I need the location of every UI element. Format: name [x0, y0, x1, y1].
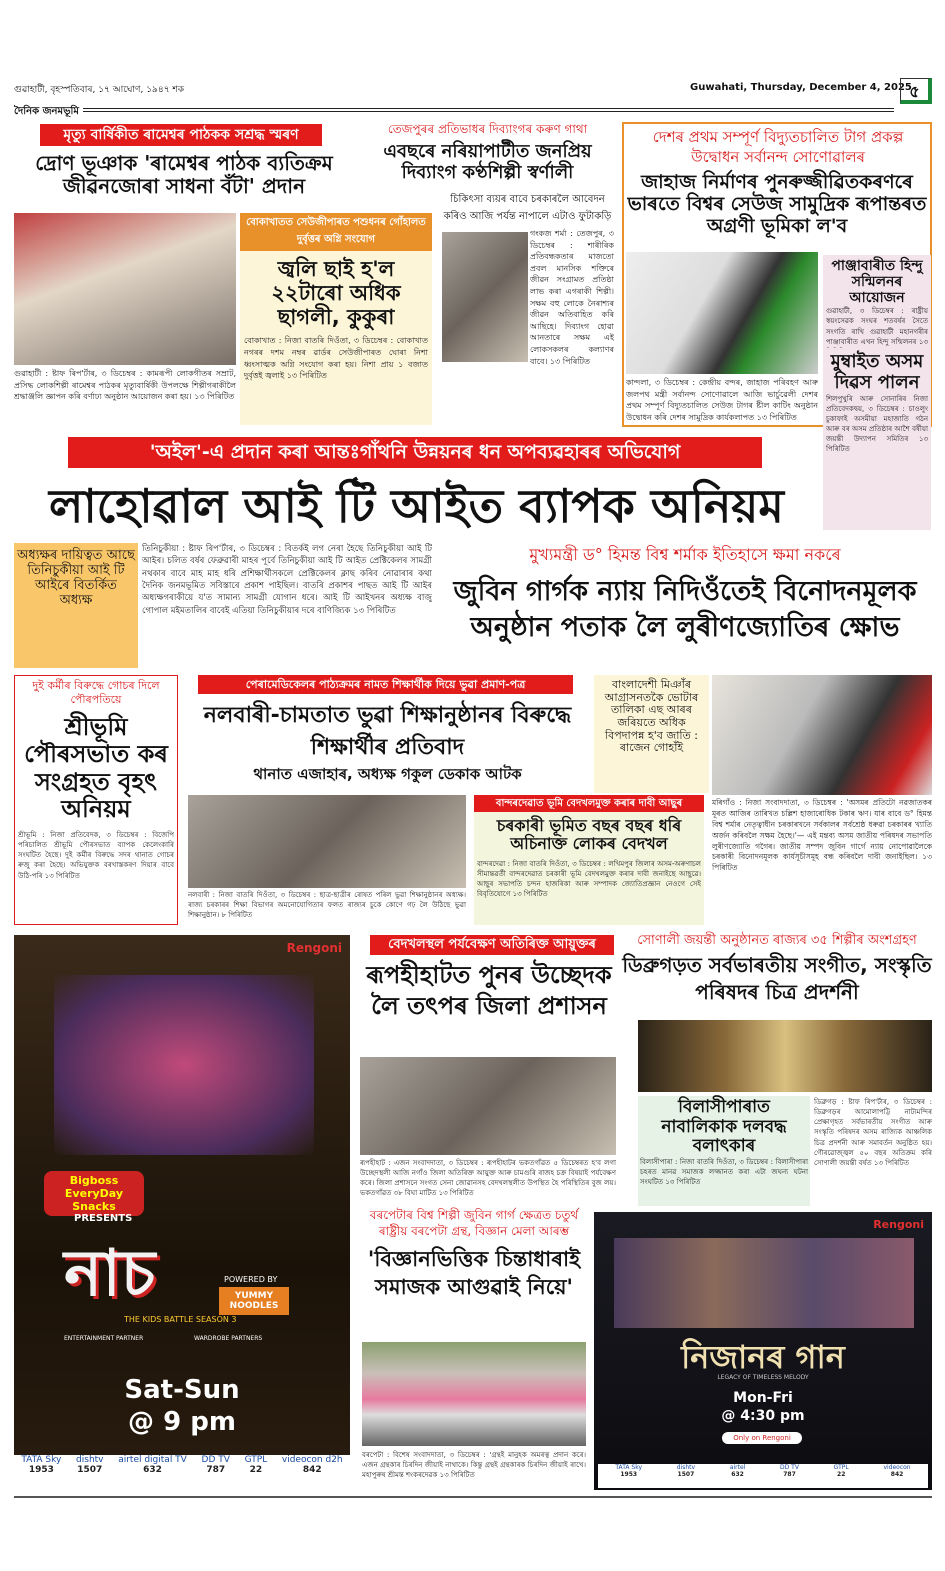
- s2-headline: এবছৰে নৰিয়াপাটীত জনপ্ৰিয় দিব্যাংগ কণ্ঠশিল্পী স্বৰ্ণালী: [383, 141, 592, 183]
- s11-photo: [360, 1057, 616, 1155]
- s10-continued: ১৩ পিৰিটিত: [512, 890, 548, 899]
- ad1-brand: Rengoni: [286, 941, 342, 955]
- s1-photo: [14, 213, 236, 365]
- ad1-schedule: Sat-Sun: [124, 1375, 240, 1405]
- masthead-rule: [14, 108, 894, 112]
- s5-continued: ১৩: [918, 337, 928, 346]
- ad2-title: নিজানৰ গান: [681, 1338, 845, 1376]
- s13-continued: ১৩ পিৰিটিত: [665, 1177, 701, 1186]
- channel-item: [245, 1455, 268, 1490]
- s4-headline: জাহাজ নিৰ্মাণৰ পুনৰুজ্জীৱিতকৰণৰে ভাৰতে বিশ্বৰ সেউজ সামুদ্ৰিক ৰূপান্তৰত অগ্ৰণী ভূমিকা ল'ব: [627, 171, 927, 237]
- s13-headline: বিলাসীপাৰাত নাবালিকাক দলবদ্ধ বলাৎকাৰ: [661, 1097, 787, 1157]
- channel-number: 632: [731, 1471, 744, 1478]
- channel-name: TATA Sky: [615, 1464, 643, 1471]
- s14-continued: ১৩ পিৰিটিত: [439, 1471, 475, 1480]
- ad1-powered-brand: YUMMY NOODLES: [219, 1287, 289, 1315]
- channel-item: [883, 1464, 910, 1488]
- s2-body: গংকজ শৰ্মা : তেজপুৰ, ৩ ডিচেম্বৰ : শাৰীৰিক প্ৰতিবন্ধকতাৰ মাজতো প্ৰবল মানসিক শক্তিৰে জীৱন সংগ্ৰামত প্ৰতিষ্ঠা লাভ কৰা এগৰাকী শিল্পী। সক্ষম বহু লোকে নৈৰাশ্যৰ জীৱন অতিবাহিত কৰি আছিহে। দিব্যাংগ হোৱা আনতাৰে সক্ষম এই লোকসকলৰ কল্যাণৰ বাবে। ১৩ পিৰিটিত: [530, 229, 614, 366]
- channel-item: [118, 1455, 187, 1490]
- s6-continued: ১৩ পিৰিটিত: [712, 852, 932, 873]
- s10-box: [474, 795, 704, 925]
- s4-continued: ১৩ পিৰিটিত: [756, 412, 797, 422]
- s1-label: মৃত্যু বাৰ্ষিকীত ৰামেশ্বৰ পাঠকক সশ্ৰদ্ধ স্মৰণ: [40, 124, 322, 146]
- channel-number: 842: [890, 1471, 904, 1478]
- s1-body: গুৱাহাটী : ষ্টাফ ৰিপ'ৰ্টাৰ, ৩ ডিচেম্বৰ : কামৰূপী লোকগীতৰ সম্ৰাট, প্ৰসিদ্ধ লোকশিল্পী ৰামেশ্বৰ পাঠকৰ মৃত্যুবাৰ্ষিকী উপলক্ষে শিল্পীগৰাকীলৈ শ্ৰদ্ধাঞ্জলি জ্ঞাপন কৰি বৰ্ণাঢ্য অনুষ্ঠান আয়োজন কৰা হয়। ১৩ পিৰিটিত: [14, 369, 236, 402]
- s8-body: নলবাৰী : নিজা বাতৰি দিওঁতা, ৩ ডিচেম্বৰ : ছাত্ৰ-ছাত্ৰীৰ ৰোষত পৰিল ভুৱা শিক্ষানুষ্ঠানৰ অধ্যক্ষ। ৰাজ্য চৰকাৰৰ শিক্ষা বিভাগৰ অমনোযোগিতাৰ ফলত ৰাজ্যৰ চুকে কোণে গঢ় লৈ উঠিছে ভুৱা শিক্ষানুষ্ঠান। ৮ পিৰিটিত: [188, 891, 466, 920]
- ad1-channels: [14, 1455, 350, 1490]
- s14-headline: 'বিজ্ঞানভিত্তিক চিন্তাধাৰাই সমাজক আগুৱাই নিয়ে': [367, 1247, 581, 1300]
- channel-number: 632: [143, 1465, 162, 1475]
- channel-number: 22: [249, 1465, 263, 1475]
- s6-headline: জুবিন গাৰ্গক ন্যায় নিদিওঁতেই বিনোদনমূলক অনুষ্ঠান পতাক লৈ লুৰীণজ্যোতিৰ ক্ষোভ: [453, 576, 917, 644]
- channel-number: 1507: [677, 1471, 695, 1478]
- channel-item: [677, 1464, 695, 1488]
- s11-label: বেদখলস্থল পৰ্যবেক্ষণ অতিৰিক্ত আয়ুক্তৰ: [370, 935, 614, 955]
- channel-number: 1953: [28, 1465, 54, 1475]
- lead-label: 'অইল'-এ প্ৰদান কৰা আন্তঃগাঁথনি উন্নয়নৰ ধন অপব্যৱহাৰৰ অভিযোগ: [68, 437, 762, 468]
- s7-box: [14, 675, 178, 925]
- ad1-partner1: ENTERTAINMENT PARTNER: [64, 1335, 144, 1342]
- channel-number: 787: [783, 1471, 796, 1478]
- ad1-title: নাচ: [64, 1237, 156, 1311]
- footer-rule: [14, 1496, 932, 1498]
- s7-label: দুই কৰ্মীৰ বিৰুদ্ধে গোচৰ দিলে পৌৰপতিয়ে: [32, 679, 160, 707]
- ad1-tagline: THE KIDS BATTLE SEASON 3: [124, 1315, 237, 1324]
- s6-label: মুখ্যমন্ত্ৰী ড° হিমন্ত বিশ্ব শৰ্মাক ইতিহাসে ক্ষমা নকৰে: [529, 545, 841, 564]
- channel-item: [834, 1464, 849, 1488]
- ad2-artwork: [614, 1238, 914, 1328]
- channel-item: [780, 1464, 799, 1488]
- s3-body: বোকাখাত : নিজা বাতৰি দিওঁতা, ৩ ডিচেম্বৰ : বোকাখাত নগৰৰ দশম নম্বৰ ৱাৰ্ডৰ সেউজীপাৰত ঘোৰা নিশা ধ্বংসাত্মক অগ্নি সংযোগ কৰা হয়। নিশা প্ৰায় ১ বজাত দুৰ্বৃত্তই জ্বলাই ১৩ পিৰিটিত: [244, 336, 428, 381]
- s11-continued: ১৩ পিৰিটিত: [438, 1189, 474, 1198]
- ad2-schedule: Mon-Fri: [733, 1390, 793, 1406]
- s10-body: বান্দৰদেৱা : নিজা বাতৰি দিওঁতা, ৩ ডিচেম্বৰ : লখিমপুৰ জিলাৰ অসম-অৰুণাচল সীমান্তৱৰ্তী বান্দৰদেৱাত চৰকাৰী ভূমি বেদখলমুক্ত কৰাৰ দাবী জনাইছে আছুৱে। আছুৰ সভাপতি চন্দন হাজৰিকা আৰু সম্পাদক জ্যোতিপ্ৰজ্ঞান নেওগে সেই বিবৃতিযোগে ১৩ পিৰিটিত: [477, 859, 701, 899]
- channel-item: [21, 1455, 61, 1490]
- ad-naach[interactable]: [14, 935, 350, 1490]
- s13-body: বিলাসীপাৰা : নিজা বাতৰি দিওঁতা, ৩ ডিচেম্বৰ : বিলাসীপাৰা চহৰত মানৱ সমাজক লজ্জানত কৰা এটা জঘন্য ঘটনা সংঘটিত ১৩ পিৰিটিত: [640, 1157, 808, 1186]
- ad1-time: @ 9 pm: [128, 1407, 236, 1437]
- channel-item: [730, 1464, 746, 1488]
- s11-body: ৰূপহীহাট : এজন সংবাদদাতা, ৩ ডিচেম্বৰ : ৰূপহীহাটৰ ভকতগাঁৱত ৫ ডিচেম্বৰত হ'ব লগা উচ্ছেদস্থলী আজি নগাঁও জিলা অতিৰিক্ত আয়ুক্ত আৰু চামগুৰি ৰাজহ চক্ৰ বিষয়াই পৰ্যবেক্ষণ কৰে। জিলা প্ৰশাসনে সংগত সেনা জোৱানসহ বেদখলস্থলীত উপস্থিত হৈ পৰিস্থিতিৰ বুজ লয়। ভকতগাঁৱত ৩৮ বিঘা মাটিত ১৩ পিৰিটিত: [360, 1159, 616, 1198]
- s12-continued: ১৩ পিৰিটিত: [873, 1158, 909, 1167]
- ad1-partner2: WARDROBE PARTNERS: [194, 1335, 263, 1342]
- s12-body: ডিব্ৰুগড় : ষ্টাফ ৰিপ'ৰ্টাৰ, ৩ ডিচেম্বৰ : ডিব্ৰুগড়ৰ আমোলাপট্টি নাট্যমন্দিৰ প্ৰেক্ষাগৃহত সৰ্বভাৰতীয় সংগীত আৰু সংস্কৃতি পৰিষদৰ অসম ৰাজ্যিক আঞ্চলিক চিত্ৰ প্ৰদৰ্শনী আৰু সমাবৰ্তন অনুষ্ঠিত হয়। গৌৰৱোজ্জ্বল ৫০ বছৰ অতিক্ৰম কৰি সোণালী জয়ন্তী বৰ্ষত ১৩ পিৰিটিত: [814, 1098, 932, 1167]
- ad-nijanor-gaan[interactable]: [594, 1212, 932, 1490]
- s4-body: কান্দলা, ৩ ডিচেম্বৰ : কেন্দ্ৰীয় বন্দৰ, জাহাজ পৰিবহণ আৰু জলপথ মন্ত্ৰী সৰ্বানন্দ সোণোৱালে আজি ভাৰ্চুৱেলী দেশৰ প্ৰথম সম্পূৰ্ণ বিদ্যুতচালিত সেউজ টাগৰ ষ্টীল কাটিং অনুষ্ঠান উদ্বোধন কৰি দেশৰ সামুদ্ৰিক কাৰ্যকলাপত ১৩ পিৰিটিত: [626, 378, 818, 422]
- channel-name: videocon: [883, 1464, 911, 1471]
- s8-headline: নলবাৰী-চামতাত ভুৱা শিক্ষানুষ্ঠানৰ বিৰুদ্ধে শিক্ষাৰ্থীৰ প্ৰতিবাদ: [203, 703, 572, 760]
- ad2-only-on: Only on Rengoni: [722, 1432, 802, 1444]
- channel-name: DD TV: [780, 1464, 799, 1471]
- channel-name: airtel digital TV: [118, 1455, 187, 1465]
- s4-label: দেশৰ প্ৰথম সম্পূৰ্ণ বিদ্যুতচালিত টাগ প্ৰকল্প উদ্বোধন সৰ্বানন্দ সোণোৱালৰ: [652, 128, 904, 166]
- s1-continued: ১৩ পিৰিটিত: [194, 392, 235, 402]
- s10-headline: চৰকাৰী ভূমিত বছৰ বছৰ ধৰি অচিনাক্ত লোকৰ বেদখল: [496, 816, 682, 854]
- s13-box: [638, 1096, 810, 1206]
- ad1-artwork: [54, 975, 314, 1155]
- s14-label: বৰপেটাৰ বিশ্ব শিল্পী জুবিন গাৰ্গ ক্ষেত্ৰত চতুৰ্থ ৰাষ্ট্ৰীয় বৰপেটা গ্ৰন্থ, বিজ্ঞান মেলা আৰম্ভ: [369, 1208, 579, 1238]
- channel-item: [282, 1455, 343, 1490]
- channel-number: 22: [837, 1471, 846, 1478]
- s14-body: বৰপেটা : বিশেষ সংবাদদাতা, ৩ ডিচেম্বৰ : 'গ্ৰন্থই মানুহক অমৰত্ব প্ৰদান কৰে। এজন গ্ৰন্থকাৰ চিৰদিন জীয়াই নাথাকে। কিন্তু গ্ৰন্থই গ্ৰন্থকাৰক চিৰদিন জীয়াই ৰাখে। মহাপুৰুষ শ্ৰীমন্ত শংকৰদেৱক ১৩ পিৰিটিত: [362, 1451, 586, 1480]
- s8-sub: থানাত এজাহাৰ, অধ্যক্ষ গকুল ডেকাক আটক: [253, 765, 522, 783]
- ad1-sponsor: Bigboss EveryDay Snacks: [44, 1171, 144, 1216]
- s12-photo: [638, 1020, 932, 1092]
- s5-continued2: ১৩ পিৰিটিত: [826, 435, 928, 454]
- channel-item: [202, 1455, 230, 1490]
- s14-photo: [362, 1342, 586, 1446]
- s1-headline: দ্ৰোণ ভূঞাক 'ৰামেশ্বৰ পাঠক ব্যতিক্ৰম জীৱনজোৰা সাধনা বঁটা' প্ৰদান: [35, 151, 333, 198]
- channel-item: [615, 1464, 642, 1488]
- s5-headline2: মুম্বাইত অসম দিৱস পালন: [830, 351, 924, 393]
- lead-box: অধ্যক্ষৰ দায়িত্বত আছে তিনিচুকীয়া আই টি আইৰে বিতৰ্কিত অধ্যক্ষ: [14, 543, 138, 668]
- s8-continued: ৮ পিৰিটিত: [221, 911, 253, 920]
- masthead: দৈনিক জনমভূমি: [14, 104, 83, 121]
- channel-name: TATA Sky: [21, 1455, 62, 1465]
- channel-name: airtel: [729, 1464, 746, 1471]
- s8-label: পেৰামেডিকেলৰ পাঠ্যক্ৰমৰ নামত শিক্ষাৰ্থীক দিয়ে ভুৱা প্ৰমাণ-পত্ৰ: [198, 675, 573, 694]
- ad2-time: @ 4:30 pm: [721, 1408, 805, 1424]
- ad1-powered: POWERED BY: [224, 1275, 278, 1284]
- channel-number: 1507: [77, 1465, 103, 1475]
- s7-continued: ১৩ পিৰিটিত: [44, 871, 80, 880]
- s2-label: তেজপুৰৰ প্ৰতিভাধৰ দিব্যাংগৰ কৰুণ গাথা: [387, 122, 588, 136]
- s5-box: [823, 255, 931, 530]
- s2-sub: চিকিৎসা ব্যয়ৰ বাবে চৰকাৰলৈ আবেদন কৰিও আজি পৰ্যন্ত নাপালে এটাও ফুটাকড়ি: [443, 194, 612, 222]
- ad1-presents: PRESENTS: [74, 1213, 133, 1224]
- s11-headline: ৰূপহীহাটত পুনৰ উচ্ছেদক লৈ তৎপৰ জিলা প্ৰশাসন: [366, 961, 612, 1021]
- ad2-subtitle: LEGACY OF TIMELESS MELODY: [717, 1374, 809, 1381]
- s6-body: মৰিগাঁও : নিজা সংবাদদাতা, ৩ ডিচেম্বৰ : 'অসমৰ প্ৰতিটো নৱজাতকৰ মূৰত আজিৰ তাৰিখত চল্লিশ হাজাৰোধিক টকাৰ ঋণ। যাৰ বাবে ড° হিমন্ত বিশ্ব শৰ্মাৰ নেতৃত্বাধীন চৰকাৰখনে সৰ্বকালৰ সৰ্বশ্ৰেষ্ঠ ধৰুৱা চৰকাৰৰ খ্যাতি অৰ্জন কৰিবলৈ সক্ষম হৈছে।'— এই মন্তব্য অসম জাতীয় পৰিষদৰ সভাপতি লুৰীণজ্যোতি গগৈৰ। জাতীয় সম্পদ জুবিন গাৰ্গে ন্যায় নোপোৱালৈকে চৰকাৰী বিনোদনমূলক কাৰ্যসূচীসমূহ বন্ধ কৰিবলৈ দাবী জনাইছিল। ১৩ পিৰিটিত: [712, 798, 932, 873]
- channel-name: GTPL: [244, 1455, 268, 1465]
- s9-photo: [712, 675, 932, 795]
- s3-continued: ১৩ পিৰিটিত: [286, 371, 327, 381]
- s3-headline: জ্বলি ছাই হ'ল ২২টাৰো অধিক ছাগলী, কুকুৰা: [271, 257, 401, 330]
- date-assamese: গুৱাহাটী, বৃহস্পতিবাৰ, ১৭ আঘোণ, ১৯৪৭ শক: [14, 85, 185, 95]
- date-english: Guwahati, Thursday, December 4, 2025: [690, 82, 912, 93]
- lead-body: তিনিচুকীয়া : ষ্টাফ ৰিপ'ৰ্টাৰ, ৩ ডিচেম্বৰ : বিতৰ্কই লগ নেৰা হৈছে তিনিচুকীয়া আই টি আইৰ। চলিত বৰ্ষৰ ফেব্ৰুৱাৰী মাহৰ পূৰ্বে তিনিচুকীয়া আই টি আইত প্ৰেক্টিকেলৰ সামগ্ৰী নথকাৰ বাবে মাহ মাহ ধৰি প্ৰশিক্ষাৰ্থীসকলে প্ৰেক্টিকেলৰ ক্লাছ কৰিব নোৱাৰাৰ কথা দৈনিক জনমভূমিত সবিস্তাৰে প্ৰকাশ পাইছিল। বাতৰি প্ৰকাশৰ পাছত আই টি আইৰ অধ্যক্ষগৰাকীয়ে য'ত সামান্য সামগ্ৰী যোগান ধৰে। আই টি আইখনৰ অধ্যক্ষ বাজু গোপাল মইমতালিৰ বাবেই এতিয়া তিনিচুকীয়াৰ দৰে বাণিজ্যিক ১৩ পিৰিটিত: [142, 544, 432, 616]
- s5-body: গুৱাহাটী, ৩ ডিচেম্বৰ : ৰাষ্ট্ৰীয় স্বয়ংসেৱক সংঘৰ শতবৰ্ষৰ সৈতে সংগতি ৰাখি গুৱাহাটী মহানগৰীৰ পাঞ্জাবাৰীত এখন হিন্দু সন্মিলনৰ ১৩: [826, 306, 928, 348]
- lead-headline: লাহোৱাল আই টি আইত ব্যাপক অনিয়ম: [49, 479, 784, 533]
- channel-number: 1953: [620, 1471, 638, 1478]
- s3-label: বোকাখাতত সেউজীপাৰত পশুধনৰ গোঁহালত দুৰ্বৃত্তৰ অগ্নি সংযোগ: [240, 213, 432, 251]
- page-number: ৫: [900, 78, 932, 104]
- s9-headline: বাংলাদেশী মিঞাঁৰ আগ্ৰাসনতকৈ ভোটাৰ তালিকা এছ আৰৰ জৰিয়তে অধিক বিপদাপন্ন হ'ব জাতি : ৰাজেন গোহাঁই: [594, 675, 709, 793]
- channel-name: GTPL: [833, 1464, 849, 1471]
- s4-photo: [626, 252, 818, 374]
- s12-headline: ডিব্ৰুগড়ত সৰ্বভাৰতীয় সংগীত, সংস্কৃতি পৰিষদৰ চিত্ৰ প্ৰদৰ্শনী: [622, 953, 932, 1004]
- s3-box: [240, 213, 432, 425]
- channel-name: dishtv: [676, 1464, 696, 1471]
- s5-body2: শিলপুখুৰি আৰু সোনাৰিৰ নিজা প্ৰতিবেদকদ্বয়, ৩ ডিচেম্বৰ : চাওলুং চুকাফাই অসমীয়া মহাজাতি গঠন আৰু বৰ অসম প্ৰতিষ্ঠাৰ আশৈ বৰ্ষীয়া জয়ন্তী উদ্যাপন সমিতিৰ ১৩ পিৰিটিত: [826, 394, 928, 454]
- channel-number: 787: [206, 1465, 226, 1475]
- ad2-brand: Rengoni: [873, 1218, 924, 1231]
- s8-photo: [188, 795, 466, 888]
- channel-name: dishtv: [76, 1455, 104, 1465]
- channel-name: DD TV: [201, 1455, 230, 1465]
- s12-label: সোণালী জয়ন্তী অনুষ্ঠানত ৰাজ্যৰ ৩৫ শিল্পীৰ অংশগ্ৰহণ: [637, 933, 917, 948]
- channel-name: videocon d2h: [281, 1455, 343, 1465]
- s7-body: শ্ৰীভূমি : নিজা প্ৰতিবেদক, ৩ ডিচেম্বৰ : বিজেপি পৰিচালিত শ্ৰীভূমি পৌৰসভাত ব্যাপক কেলেংকাৰি সংঘটিত হৈছে। দুই কৰ্মীৰ বিৰুদ্ধে সদৰ থানাত গোচৰ ৰুজু কৰা হৈছে। অভিযুক্তক বৰখাস্তকৰণ দিয়াৰ বাবে উঠি-পৰি ১৩ পিৰিটিত: [18, 830, 174, 880]
- lead-continued: ১৩ পিৰিটিত: [353, 605, 396, 616]
- s5-headline: পাঞ্জাবাৰীত হিন্দু সন্মিলনৰ আয়োজন: [831, 258, 923, 307]
- s10-label: বান্দৰদেৱাত ভূমি বেদখলমুক্ত কৰাৰ দাবী আছুৰ: [474, 795, 704, 812]
- channel-item: [76, 1455, 103, 1490]
- ad2-channels: [598, 1464, 928, 1488]
- channel-number: 842: [302, 1465, 322, 1475]
- s2-continued: ১৩ পিৰিটিত: [549, 356, 590, 366]
- s7-headline: শ্ৰীভূমি পৌৰসভাত কৰ সংগ্ৰহত বৃহৎ অনিয়ম: [24, 712, 168, 824]
